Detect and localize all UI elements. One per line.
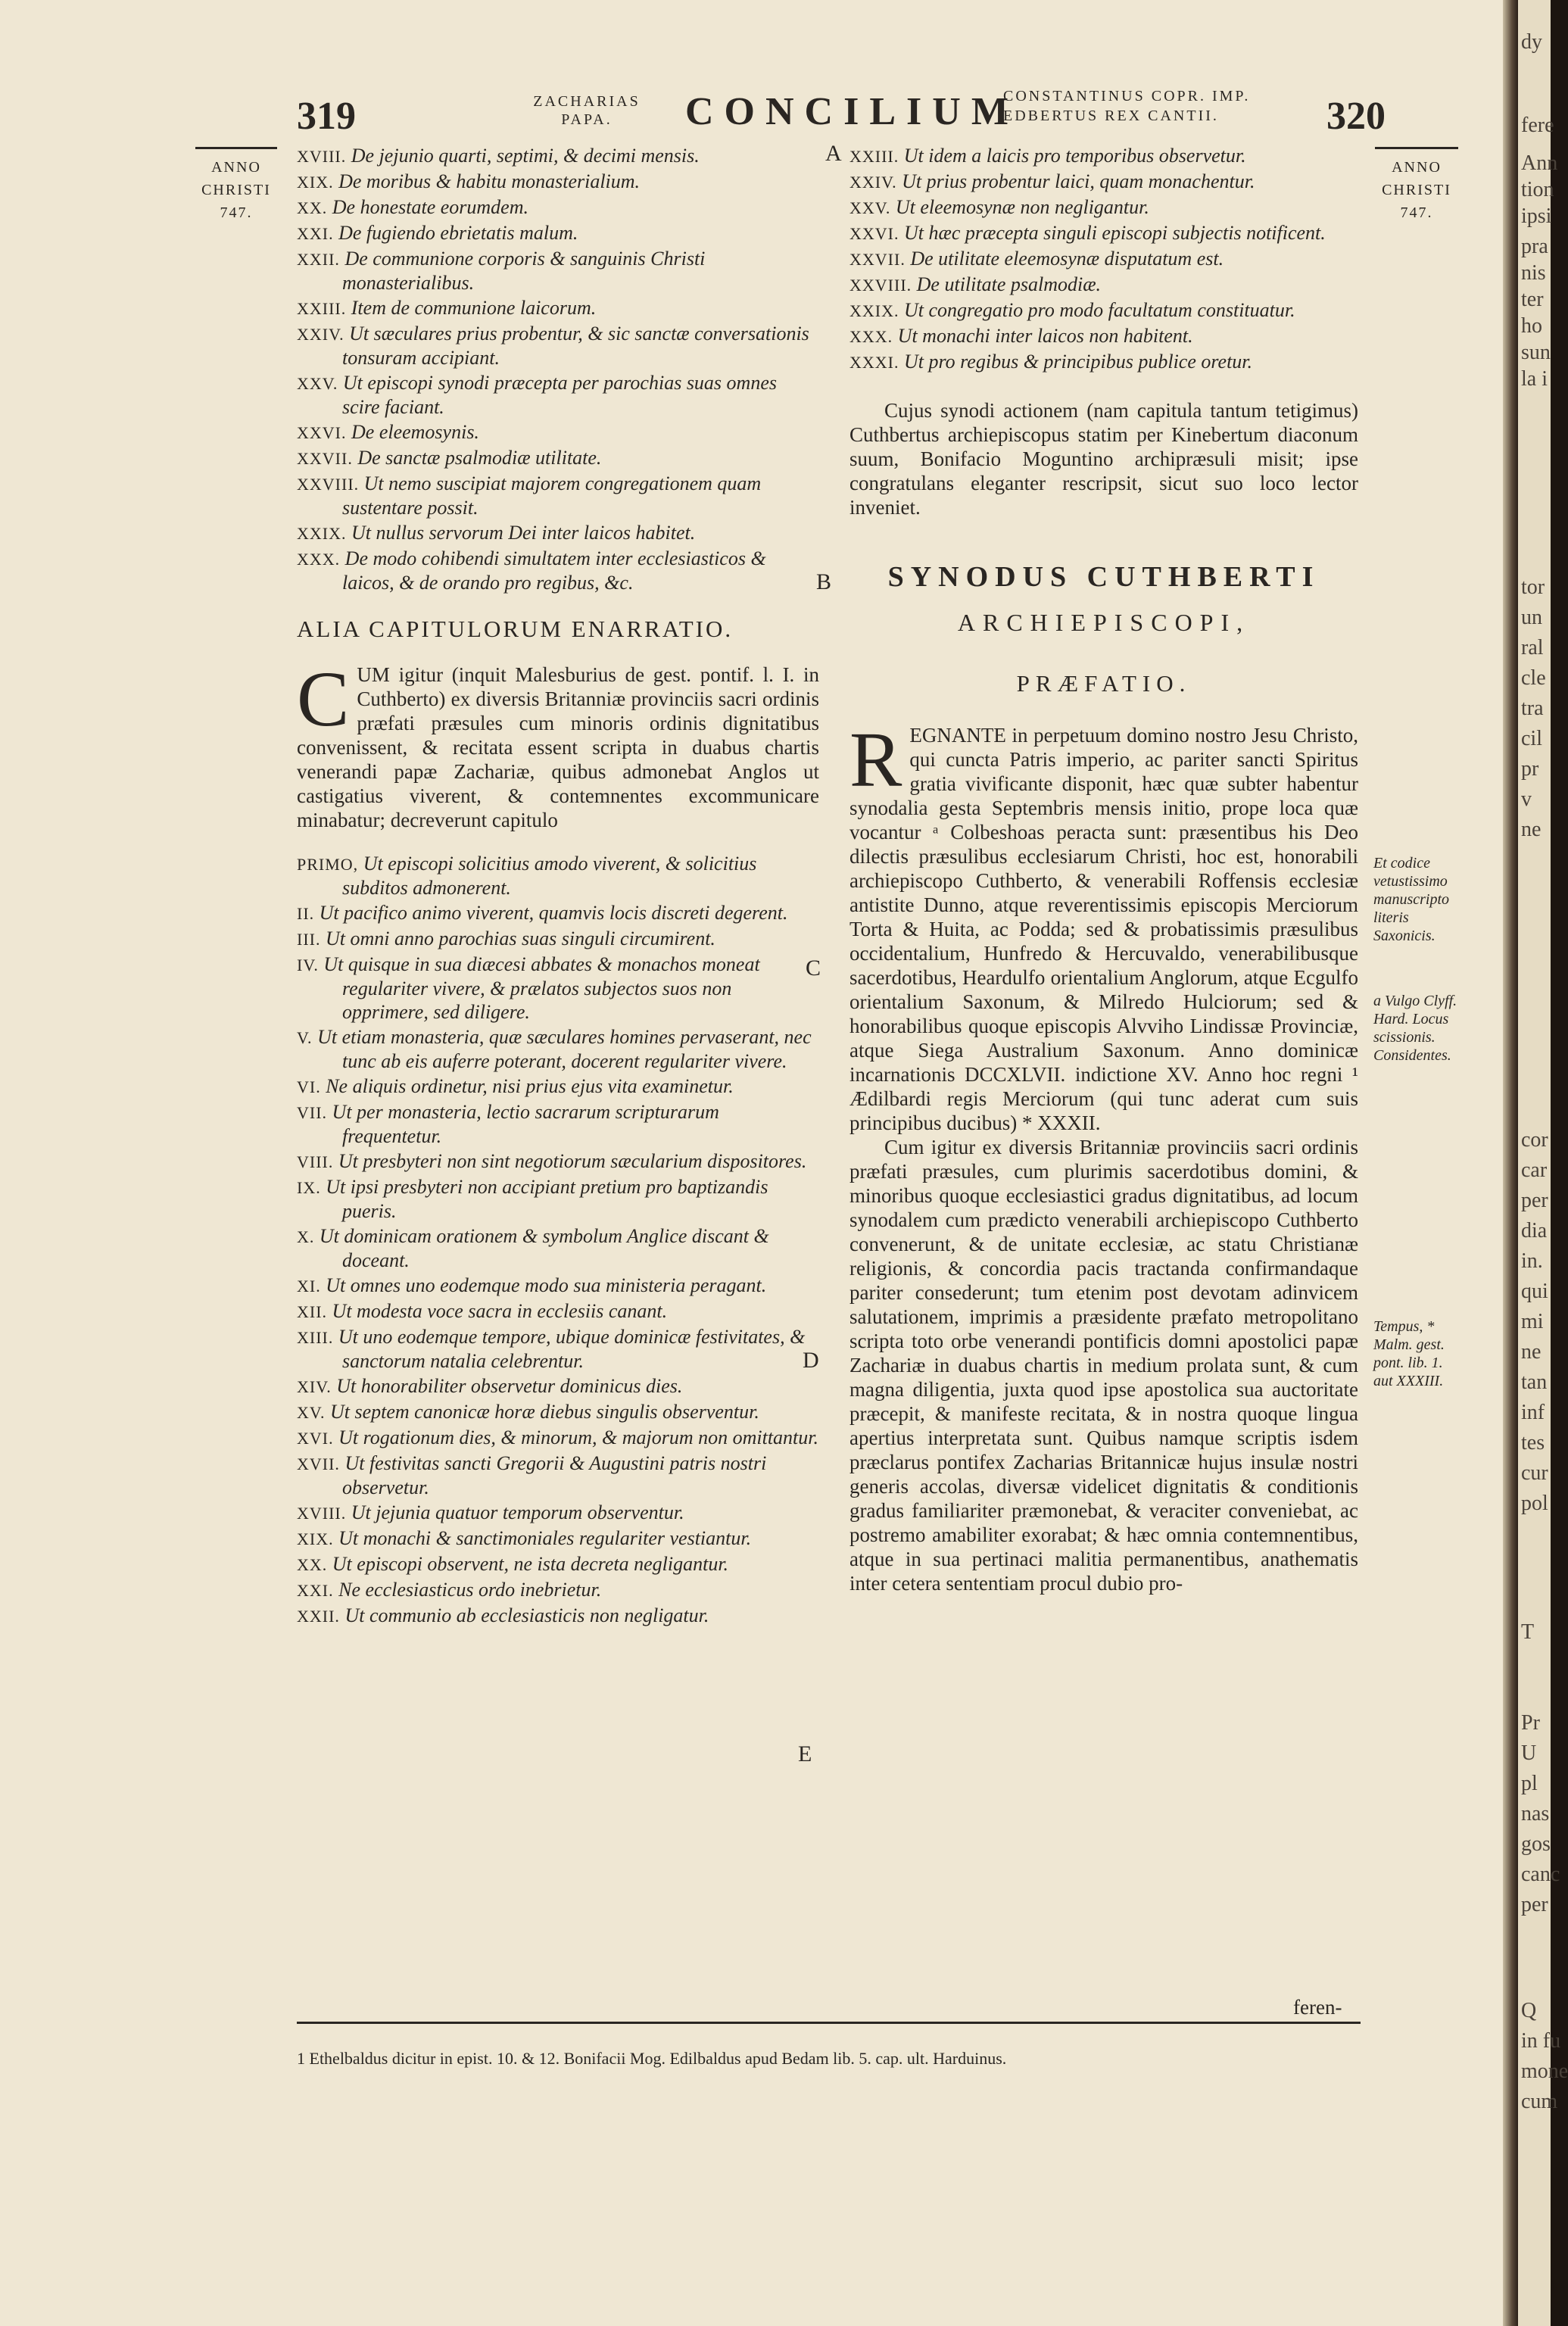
list-item bbox=[849, 170, 1358, 194]
item-number: IV. bbox=[297, 956, 319, 974]
list-item bbox=[297, 1175, 819, 1223]
item-number: XXII. bbox=[297, 250, 340, 269]
running-title: CONCILIUM bbox=[685, 90, 1019, 133]
list-item bbox=[849, 350, 1358, 374]
item-number: XI. bbox=[297, 1277, 321, 1296]
bleed-text: tra bbox=[1521, 697, 1544, 720]
item-text: Ut episcopi observent, ne ista decreta negligantur. bbox=[332, 1553, 729, 1575]
margin-year-line: 747. bbox=[1400, 204, 1433, 221]
item-number: XVIII. bbox=[297, 147, 347, 166]
item-text: Ut eleemosynæ non negligantur. bbox=[895, 196, 1149, 218]
list-item bbox=[297, 1274, 819, 1298]
list-item bbox=[297, 1604, 819, 1628]
item-text: Ut communio ab ecclesiasticis non negligatur. bbox=[344, 1604, 709, 1626]
praefatio-paragraph-1 bbox=[849, 716, 1358, 1135]
bleed-text: cle bbox=[1521, 666, 1546, 690]
list-item bbox=[297, 1074, 819, 1099]
item-text: Ut monachi inter laicos non habitent. bbox=[897, 325, 1193, 347]
chapter-list-b bbox=[297, 852, 819, 1628]
synod-subtitle: ARCHIEPISCOPI, bbox=[957, 609, 1251, 636]
item-number: XXIII. bbox=[297, 299, 347, 318]
item-number: XXI. bbox=[297, 224, 334, 243]
praefatio-heading: PRÆFATIO. bbox=[1016, 670, 1192, 697]
section-letter-e: E bbox=[798, 1741, 812, 1766]
item-text: Ut nemo suscipiat majorem congregationem quam sustentare possit. bbox=[342, 472, 762, 519]
bleed-text: per bbox=[1521, 1893, 1548, 1916]
bleed-text: dia bbox=[1521, 1219, 1548, 1243]
item-text: De fugiendo ebrietatis malum. bbox=[338, 222, 578, 244]
item-number: III. bbox=[297, 930, 321, 949]
item-number: XVIII. bbox=[297, 1504, 347, 1523]
item-text: Ut honorabiliter observetur dominicus dies. bbox=[336, 1375, 683, 1397]
bleed-text: car bbox=[1521, 1158, 1548, 1182]
item-number: XXVI. bbox=[297, 423, 347, 442]
catchword: feren- bbox=[1293, 1996, 1342, 2019]
list-item bbox=[297, 547, 819, 594]
item-text: Ut festivitas sancti Gregorii & Augustini patris nostri observetur. bbox=[342, 1452, 767, 1498]
drop-cap: R bbox=[849, 716, 902, 803]
bleed-text: ral bbox=[1521, 636, 1544, 659]
bleed-text: cil bbox=[1521, 727, 1542, 750]
item-number: XIX. bbox=[297, 173, 334, 192]
item-text: Ut episcopi synodi præcepta per parochias suas omnes scire faciant. bbox=[342, 372, 777, 418]
item-text: Item de communione laicorum. bbox=[351, 297, 597, 319]
list-item bbox=[297, 472, 819, 519]
bleed-text: nas bbox=[1521, 1802, 1550, 1826]
list-item bbox=[297, 1299, 819, 1324]
item-number: XXIV. bbox=[297, 325, 344, 344]
running-head-right-line: CONSTANTINUS COPR. IMP. bbox=[1003, 88, 1251, 104]
item-number: XXII. bbox=[297, 1607, 340, 1626]
list-item bbox=[297, 521, 819, 545]
bleed-text: mone bbox=[1521, 2059, 1568, 2083]
alia-text: UM igitur (inquit Malesburius de gest. pontif. l. I. in Cuthberto) ex diversis Britanniæ provinciis sacri ordinis præfati præsules cum minoris ordinis dignitatibus convenissent, & recitata essent scripta in duabus chartis venerandi papæ Zachariæ, quibus admonebat Anglos ut castigatius viverent, & contemnentes excommunicare minabatur; decreverunt capitulo bbox=[297, 663, 819, 831]
item-text: Ut dominicam orationem & symbolum Anglice discant & doceant. bbox=[319, 1225, 769, 1271]
item-text: Ne ecclesiasticus ordo inebrietur. bbox=[338, 1579, 602, 1601]
list-item bbox=[297, 1100, 819, 1148]
item-text: Ut prius probentur laici, quam monachentur. bbox=[902, 170, 1255, 192]
bleed-text: ne bbox=[1521, 1340, 1542, 1364]
item-number: XXVIII. bbox=[297, 475, 360, 494]
synod-title: SYNODUS CUTHBERTI bbox=[887, 561, 1320, 593]
book-gutter bbox=[1503, 0, 1518, 2326]
bleed-text: fere bbox=[1521, 114, 1554, 137]
item-text: Ut septem canonicæ horæ diebus singulis observentur. bbox=[329, 1401, 759, 1423]
footnote: 1 Ethelbaldus dicitur in epist. 10. & 12. Bonifacii Mog. Edilbaldus apud Bedam lib. 5. cap. ult. Harduinus. bbox=[297, 2049, 1007, 2068]
margin-rule-left bbox=[195, 147, 277, 149]
item-number: VI. bbox=[297, 1077, 321, 1096]
bleed-text: tor bbox=[1521, 575, 1545, 599]
item-number: XXX. bbox=[849, 327, 893, 346]
item-text: De utilitate psalmodiæ. bbox=[916, 273, 1102, 295]
section-heading-alia: ALIA CAPITULORUM ENARRATIO. bbox=[297, 616, 734, 642]
alia-paragraph bbox=[297, 656, 819, 832]
page-number-left: 319 bbox=[297, 95, 356, 138]
side-note-vulgo: a Vulgo Clyff. Hard. Locus scissionis. Considentes. bbox=[1373, 993, 1457, 1064]
side-note-tempus: Tempus, * Malm. gest. pont. lib. 1. aut XXXIII. bbox=[1373, 1318, 1445, 1389]
item-number: VIII. bbox=[297, 1152, 334, 1171]
margin-year-line: CHRISTI bbox=[1382, 182, 1451, 198]
bleed-text: pl bbox=[1521, 1772, 1538, 1795]
list-item bbox=[297, 852, 819, 900]
bleed-text: canc bbox=[1521, 1863, 1560, 1886]
list-item bbox=[297, 195, 819, 220]
list-item bbox=[297, 1224, 819, 1272]
cujus-paragraph: Cujus synodi actionem (nam capitula tantum tetigimus) Cuthbertus archiepiscopus statim per Kinebertum diaconum suum, Bonifacio Moguntino archipræsuli misit; ipse congratulans eleganter rescripsit, sicut suo loco lector inveniet. bbox=[849, 399, 1358, 519]
item-text: Ut pro regibus & principibus publice oretur. bbox=[904, 351, 1253, 373]
bleed-text: per bbox=[1521, 1189, 1548, 1212]
running-head-left-line: ZACHARIAS bbox=[533, 93, 641, 110]
item-number: XXVI. bbox=[849, 224, 899, 243]
item-number: XXIII. bbox=[849, 147, 899, 166]
list-item bbox=[297, 371, 819, 419]
item-number: XX. bbox=[297, 1555, 328, 1574]
bleed-text: in. bbox=[1521, 1249, 1543, 1273]
list-item bbox=[849, 298, 1358, 323]
list-item bbox=[297, 420, 819, 444]
item-number: XIII. bbox=[297, 1328, 334, 1347]
list-item bbox=[297, 322, 819, 369]
list-item bbox=[849, 221, 1358, 245]
bleed-text: ter bbox=[1521, 288, 1544, 311]
item-number: V. bbox=[297, 1028, 313, 1047]
item-number: XXX. bbox=[297, 550, 341, 569]
list-item bbox=[849, 273, 1358, 297]
item-text: Ut congregatio pro modo facultatum constituatur. bbox=[904, 299, 1295, 321]
item-number: PRIMO, bbox=[297, 855, 359, 874]
list-item bbox=[297, 901, 819, 925]
bleed-text: mi bbox=[1521, 1310, 1544, 1333]
list-item bbox=[297, 927, 819, 951]
list-item bbox=[297, 1451, 819, 1499]
item-number: XXV. bbox=[297, 374, 338, 393]
list-item bbox=[849, 247, 1358, 271]
bleed-text: in fu bbox=[1521, 2029, 1561, 2053]
item-number: XXXI. bbox=[849, 353, 899, 372]
item-number: XVII. bbox=[297, 1455, 340, 1473]
list-item bbox=[297, 1149, 819, 1174]
bleed-text: U bbox=[1521, 1741, 1537, 1765]
margin-year-right bbox=[1375, 156, 1458, 224]
item-text: Ut presbyteri non sint negotiorum sæcularium dispositores. bbox=[338, 1150, 807, 1172]
bleed-text: cor bbox=[1521, 1128, 1548, 1152]
left-column bbox=[297, 144, 819, 1629]
bleed-text: Ann bbox=[1521, 151, 1558, 175]
item-number: X. bbox=[297, 1227, 315, 1246]
chapter-list-a bbox=[297, 144, 819, 594]
item-number: XXI. bbox=[297, 1581, 334, 1600]
item-text: Ut sæculares prius probentur, & sic sanctæ conversationis tonsuram accipiant. bbox=[342, 323, 809, 369]
list-item bbox=[297, 247, 819, 295]
item-number: VII. bbox=[297, 1103, 328, 1122]
list-item bbox=[849, 195, 1358, 220]
bleed-text: tion bbox=[1521, 178, 1554, 201]
running-head-left-line: PAPA. bbox=[561, 111, 613, 128]
item-text: De sanctæ psalmodiæ utilitate. bbox=[357, 447, 602, 469]
running-head-right-line: EDBERTUS REX CANTII. bbox=[1003, 108, 1219, 124]
item-number: XXVII. bbox=[849, 250, 906, 269]
margin-year-line: CHRISTI bbox=[201, 182, 271, 198]
list-item bbox=[297, 221, 819, 245]
list-item bbox=[297, 170, 819, 194]
page-number-right: 320 bbox=[1326, 95, 1386, 138]
bleed-text: pr bbox=[1521, 757, 1539, 781]
section-letter-a: A bbox=[825, 141, 842, 166]
item-number: XII. bbox=[297, 1302, 328, 1321]
item-text: De moribus & habitu monasterialium. bbox=[338, 170, 641, 192]
item-text: Ut uno eodemque tempore, ubique dominicæ festivitates, & sanctorum natalia celebrentur. bbox=[338, 1326, 806, 1372]
item-text: Ut omnes uno eodemque modo sua ministeria peragant. bbox=[326, 1274, 767, 1296]
bleed-text: inf bbox=[1521, 1401, 1545, 1424]
section-letter-b: B bbox=[816, 569, 832, 594]
bleed-text: qui bbox=[1521, 1280, 1548, 1303]
item-number: XXVII. bbox=[297, 449, 353, 468]
praefatio-text-1: EGNANTE in perpetuum domino nostro Jesu Christo, qui cuncta Patris imperio, ac pariter sancti Spiritus gratia vivificante disponit, hæc quæ subter habentur synodalia gesta Septembris mensis initio, prope loca quæ vocantur ᵃ Colbeshoas peracta sunt: præsentibus his Deo dilectis præsulibus ecclesiarum Christi, hoc est, honorabili archiepiscopo Cuthberto, & venerabili Roffensis ecclesiæ antistite Dunno, atque reverentissimis episcopis Merciorum Torta & Huita, ac Podda; sed & probatissimis præsulibus occidentalium, Hunfredo & Hercuvaldo, venerabilibusque sacerdotibus, Heardulfo orientalium Anglorum, atque Ecgulfo orientalium Saxonum, & Milredo Hulciorum; sed & honorabilibus quoque episcopis Alvviho Lindissæ Provinciæ, atque Siega Australium Saxonum. Anno dominicæ incarnationis DCCXLVII. indictione XV. Anno hoc regni ¹ Ædilbardi regis Merciorum (qui tunc aderat cum suis principibus ducibus) * XXXII. bbox=[849, 724, 1358, 1134]
bleed-text: nis bbox=[1521, 261, 1546, 285]
item-text: Ne aliquis ordinetur, nisi prius ejus vita examinetur. bbox=[326, 1075, 734, 1097]
item-number: II. bbox=[297, 904, 315, 923]
bleed-text: cum bbox=[1521, 2090, 1558, 2113]
item-number: XX. bbox=[297, 198, 328, 217]
list-item bbox=[297, 953, 819, 1024]
adjacent-page-edge bbox=[1518, 0, 1568, 2326]
item-text: Ut hæc præcepta singuli episcopi subjectis notificent. bbox=[904, 222, 1326, 244]
list-item bbox=[297, 1400, 819, 1424]
bleed-text: gos bbox=[1521, 1832, 1551, 1856]
item-number: XVI. bbox=[297, 1429, 334, 1448]
item-text: Ut per monasteria, lectio sacrarum scripturarum frequentetur. bbox=[332, 1101, 719, 1147]
list-item bbox=[297, 144, 819, 168]
item-text: Ut jejunia quatuor temporum observentur. bbox=[351, 1501, 684, 1523]
list-item bbox=[849, 324, 1358, 348]
item-number: XXV. bbox=[849, 198, 891, 217]
margin-year-line: ANNO bbox=[1392, 159, 1442, 176]
footnote-rule bbox=[297, 2022, 1361, 2024]
item-text: De eleemosynis. bbox=[351, 421, 479, 443]
item-text: Ut nullus servorum Dei inter laicos habitet. bbox=[351, 522, 696, 544]
drop-cap: C bbox=[297, 656, 350, 743]
item-text: Ut pacifico animo viverent, quamvis locis discreti degerent. bbox=[319, 902, 788, 924]
bleed-text: pra bbox=[1521, 235, 1548, 258]
bleed-text: ne bbox=[1521, 818, 1542, 841]
list-item bbox=[297, 1426, 819, 1450]
list-item bbox=[849, 144, 1358, 168]
margin-rule-right bbox=[1375, 147, 1458, 149]
chapter-list-right bbox=[849, 144, 1358, 374]
item-text: De utilitate eleemosynæ disputatum est. bbox=[910, 248, 1224, 270]
side-note-codex: Et codice vetustissimo manuscripto literis Saxonicis. bbox=[1373, 855, 1449, 944]
item-text: De jejunio quarti, septimi, & decimi mensis. bbox=[351, 145, 700, 167]
item-number: XIV. bbox=[297, 1377, 332, 1396]
item-text: De modo cohibendi simultatem inter ecclesiasticos & laicos, & de orando pro regibus, &c. bbox=[342, 547, 766, 594]
list-item bbox=[297, 1578, 819, 1602]
bleed-text: v bbox=[1521, 787, 1532, 811]
item-number: XXIX. bbox=[297, 524, 347, 543]
bleed-text: T bbox=[1521, 1620, 1535, 1644]
list-item bbox=[297, 1552, 819, 1576]
item-text: Ut idem a laicis pro temporibus observetur. bbox=[903, 145, 1246, 167]
item-number: XXIX. bbox=[849, 301, 899, 320]
item-number: XIX. bbox=[297, 1529, 334, 1548]
bleed-text: Pr bbox=[1521, 1711, 1540, 1735]
item-text: De communione corporis & sanguinis Christi monasterialibus. bbox=[342, 248, 706, 294]
bleed-text: Q bbox=[1521, 1999, 1537, 2022]
margin-year-line: 747. bbox=[220, 204, 253, 221]
list-item bbox=[297, 1526, 819, 1551]
item-text: Ut ipsi presbyteri non accipiant pretium pro baptizandis pueris. bbox=[326, 1176, 768, 1222]
bleed-text: cur bbox=[1521, 1461, 1548, 1485]
section-letter-c: C bbox=[806, 956, 821, 981]
list-item bbox=[297, 1374, 819, 1398]
bleed-text: sun bbox=[1521, 341, 1551, 364]
item-number: IX. bbox=[297, 1178, 321, 1197]
bleed-text: un bbox=[1521, 606, 1542, 629]
margin-year-left bbox=[195, 156, 277, 224]
bleed-text: pol bbox=[1521, 1492, 1548, 1515]
list-item bbox=[297, 446, 819, 470]
right-column bbox=[849, 144, 1358, 1595]
running-head-left bbox=[526, 92, 647, 129]
item-text: Ut quisque in sua diæcesi abbates & monachos moneat regulariter vivere, & prælatos subjectos suos non opprimere, sed diligere. bbox=[323, 953, 760, 1023]
bleed-text: ipsi bbox=[1521, 204, 1552, 228]
item-text: Ut etiam monasteria, quæ sæculares homines pervaserant, nec tunc ab eis auferre poterant, docerent regulariter vivere. bbox=[317, 1026, 812, 1072]
bleed-text: ho bbox=[1521, 314, 1542, 338]
item-number: XXVIII. bbox=[849, 276, 912, 295]
margin-year-line: ANNO bbox=[211, 159, 261, 176]
item-text: Ut omni anno parochias suas singuli circumirent. bbox=[325, 928, 715, 949]
item-text: Ut episcopi solicitius amodo viverent, & solicitius subditos admonerent. bbox=[342, 853, 757, 899]
bleed-text: tan bbox=[1521, 1370, 1548, 1394]
bleed-text: la i bbox=[1521, 367, 1548, 391]
praefatio-paragraph-2: Cum igitur ex diversis Britanniæ provinciis sacri ordinis præfati præsules, cum plurimis sacerdotibus domini, & minoribus quoque ecclesiastici gradus dignitatibus, ad locum synodalem cum prædicto venerabili archiepiscopo Cuthberto convenerunt, & de unitate ecclesiæ, ac statu Christianæ religionis, & concordia pacis tractanda confirmandaque pariter consederunt; tum etenim post devotam adinvicem salutationem, imprimis a præsidente præfato metropolitano scripta toto orbe venerandi pontificis domni apostolici papæ Zachariæ in duabus chartis in medium prolata sunt, & cum magna diligentia, juxta quod ipse apostolica sua auctoritate præcepit, & manifeste recitata, & in nostra quoque lingua apertius interpretata sunt. Quibus namque scriptis isdem præclarus pontifex Zacharias Britannicæ hujus insulæ nostri generis accolas, diversæ videlicet dignitatis & conditionis gradus familiariter præmonebat, & veraciter conveniebat, ac postremo amabiliter exorabat; & hæc omnia contemnentibus, atque in sua pertinaci malitia permanentibus, anathematis inter cetera sententiam procul dubio pro- bbox=[849, 1136, 1358, 1595]
running-head-right bbox=[1003, 86, 1321, 126]
item-text: De honestate eorumdem. bbox=[332, 196, 528, 218]
list-item bbox=[297, 1025, 819, 1073]
bleed-text: dy bbox=[1521, 30, 1542, 54]
list-item bbox=[297, 1501, 819, 1525]
item-number: XV. bbox=[297, 1403, 326, 1422]
item-text: Ut modesta voce sacra in ecclesiis canant. bbox=[332, 1300, 668, 1322]
list-item bbox=[297, 296, 819, 320]
bleed-text: tes bbox=[1521, 1431, 1545, 1455]
item-number: XXIV. bbox=[849, 173, 897, 192]
item-text: Ut rogationum dies, & minorum, & majorum non omittantur. bbox=[338, 1426, 819, 1448]
list-item bbox=[297, 1325, 819, 1373]
item-text: Ut monachi & sanctimoniales regulariter vestiantur. bbox=[338, 1527, 752, 1549]
section-letter-d: D bbox=[803, 1348, 819, 1373]
